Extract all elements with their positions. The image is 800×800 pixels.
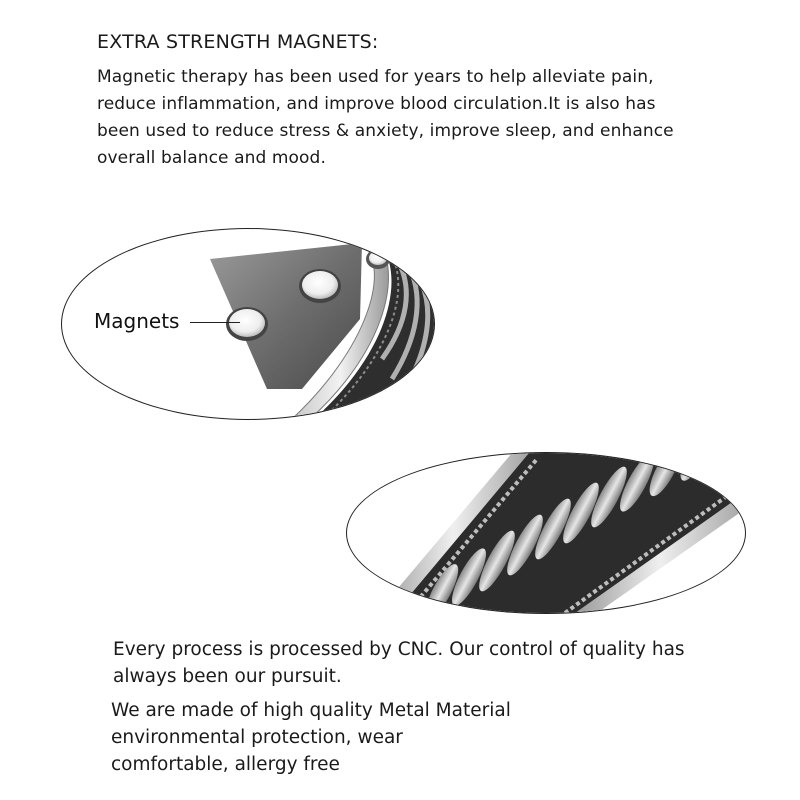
quality-line: Every process is processed by CNC. Our control of quality has (113, 639, 685, 660)
material-line: We are made of high quality Metal Material (111, 700, 511, 721)
quality-line: always been our pursuit. (113, 666, 342, 687)
intro-line: been used to reduce stress & anxiety, improve sleep, and enhance (97, 121, 674, 141)
page-title: EXTRA STRENGTH MAGNETS: (97, 31, 379, 53)
intro-line: Magnetic therapy has been used for years to help alleviate pain, (97, 67, 654, 87)
bracelet-outer-illustration (347, 453, 745, 613)
callout-leader-line (190, 322, 240, 323)
pattern-closeup-oval (346, 452, 746, 614)
magnet-icon (302, 271, 338, 299)
magnets-callout-label: Magnets (94, 309, 180, 333)
intro-paragraph (97, 64, 737, 172)
material-paragraph (111, 697, 511, 778)
material-line: environmental protection, wear (111, 727, 403, 748)
magnet-icon (229, 309, 265, 337)
magnet-icon (369, 251, 387, 265)
quality-paragraph (113, 636, 685, 690)
intro-line: overall balance and mood. (97, 148, 326, 168)
intro-line: reduce inflammation, and improve blood circulation.It is also has (97, 94, 656, 114)
material-line: comfortable, allergy free (111, 754, 340, 775)
